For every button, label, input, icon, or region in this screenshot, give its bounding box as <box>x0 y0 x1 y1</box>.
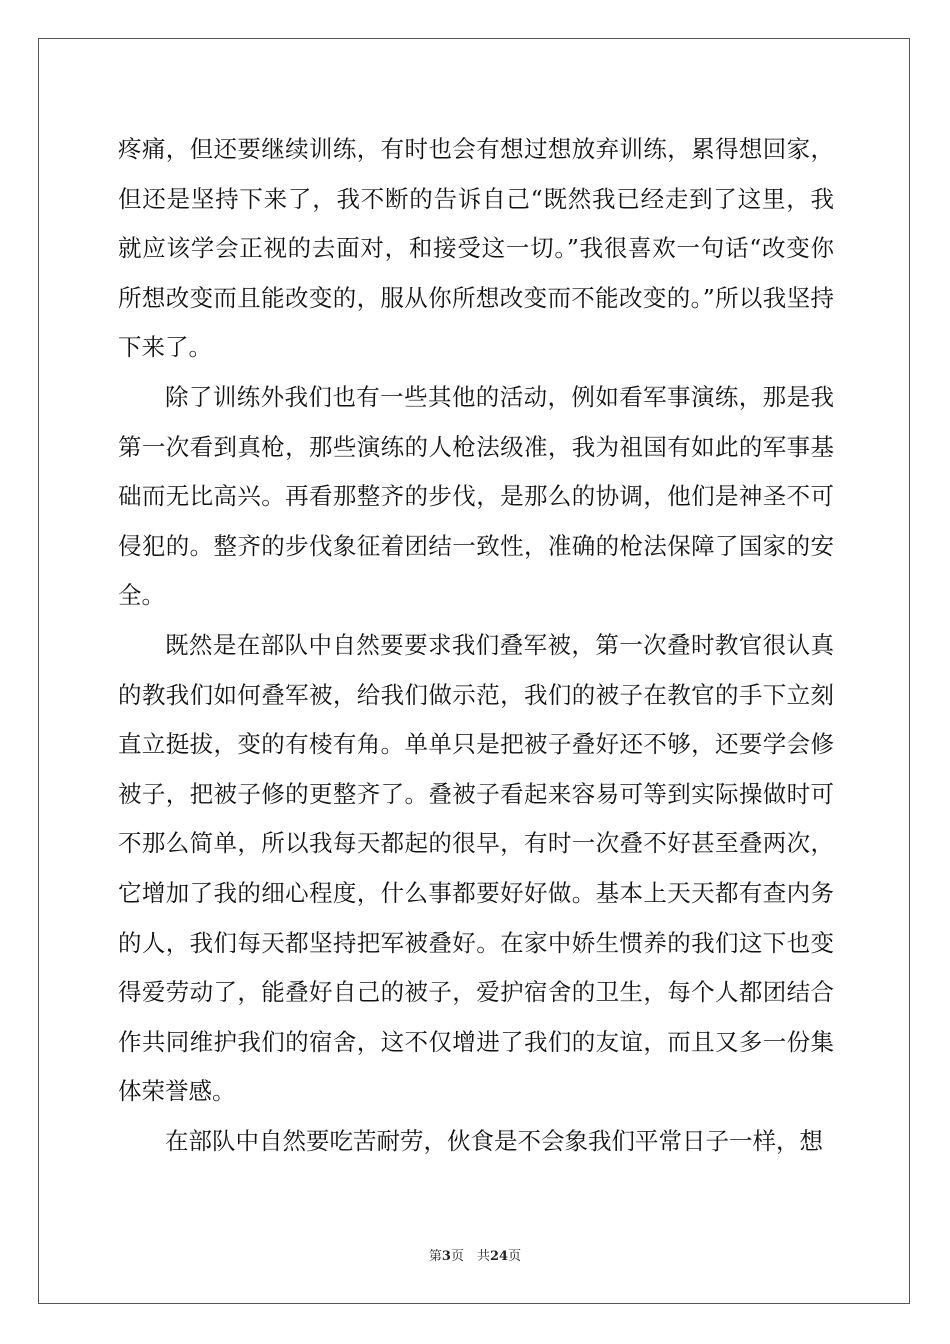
paragraph-2: 除了训练外我们也有一些其他的活动，例如看军事演练，那是我第一次看到真枪，那些演练的人枪法级准，我为祖国有如此的军事基础而无比高兴。再看那整齐的步伐，是那么的协调，他们是神圣不可侵犯的。整齐的步伐象征着团结一致性，准确的枪法保障了国家的安全。 <box>118 382 834 610</box>
footer-total-pages: 24 <box>489 1249 509 1264</box>
paragraph-1: 疼痛，但还要继续训练，有时也会有想过想放弃训练，累得想回家，但还是坚持下来了，我不断的告诉自己“既然我已经走到了这里，我就应该学会正视的去面对，和接受这一切。”我很喜欢一句话“改变你所想改变而且能改变的，服从你所想改变而不能改变的。”所以我坚持下来了。 <box>118 135 834 362</box>
paragraph-3: 既然是在部队中自然要要求我们叠军被，第一次叠时教官很认真的教我们如何叠军被，给我们做示范，我们的被子在教官的手下立刻直立挺拔，变的有棱有角。单单只是把被子叠好还不够，还要学会修被子，把被子修的更整齐了。叠被子看起来容易可等到实际操做时可不那么简单，所以我每天都起的很早，有时一次叠不好甚至叠两次，它增加了我的细心程度，什么事都要好好做。基本上天天都有查内务的人，我们每天都坚持把军被叠好。在家中娇生惯养的我们这下也变得爱劳动了，能叠好自己的被子，爱护宿舍的卫生，每个人都团结合作共同维护我们的宿舍，这不仅增进了我们的友谊，而且又多一份集体荣誉感。 <box>118 630 834 1106</box>
footer-mid: 页 共 <box>450 1249 490 1264</box>
footer-suffix: 页 <box>508 1249 522 1264</box>
paragraph-4: 在部队中自然要吃苦耐劳，伙食是不会象我们平常日子一样，想 <box>165 1126 823 1155</box>
footer-page-number: 3 <box>441 1249 451 1264</box>
page-footer <box>0 1245 950 1264</box>
footer-prefix: 第 <box>428 1249 442 1264</box>
document-body <box>118 125 834 1166</box>
